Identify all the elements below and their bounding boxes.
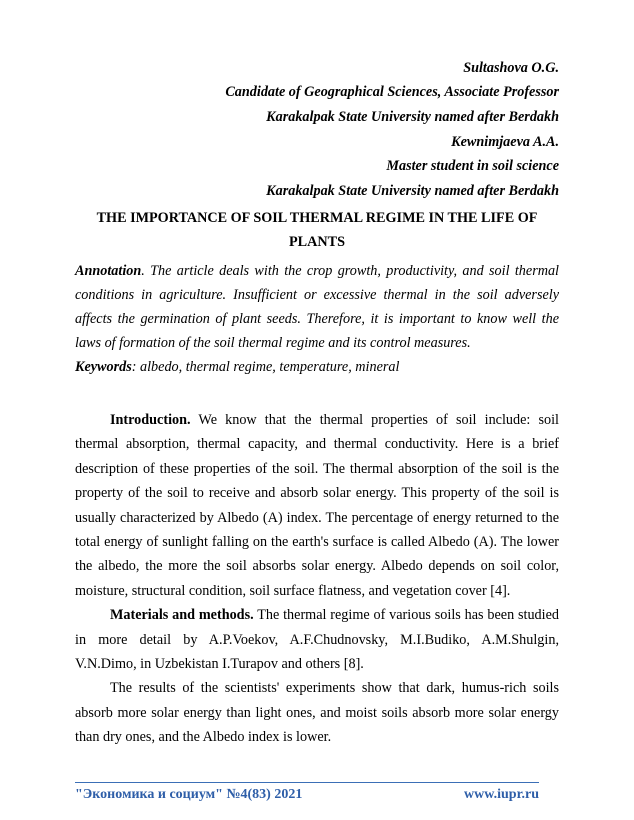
- article-title-line-2: PLANTS: [289, 234, 345, 250]
- author-2-affiliation: Karakalpak State University named after Berdakh: [266, 183, 559, 199]
- annotation-text: . The article deals with the crop growth, productivity, and soil thermal conditions in agriculture. Insufficient or excessive thermal in the soil adversely affects the germination of plant seeds. Therefore, it is important to know well the laws of formation of the soil thermal regime and its control measures.: [75, 263, 559, 351]
- methods-heading: Materials and methods.: [110, 607, 254, 624]
- keywords-label: Keywords: [75, 359, 132, 375]
- introduction-heading: Introduction.: [110, 412, 191, 428]
- footer-journal: "Экономика и социум" №4(83) 2021: [75, 787, 303, 802]
- article-body: [75, 408, 559, 750]
- author-1-affiliation: Karakalpak State University named after Berdakh: [266, 109, 559, 125]
- annotation: [75, 259, 559, 355]
- author-1-name: Sultashova O.G.: [463, 60, 559, 76]
- author-2-title: Master student in soil science: [386, 158, 559, 174]
- article-title-line-1: THE IMPORTANCE OF SOIL THERMAL REGIME IN THE LIFE OF: [96, 210, 538, 226]
- methods-paragraph: [75, 603, 559, 676]
- footer-rule: [75, 782, 539, 783]
- footer-website: www.iupr.ru: [464, 787, 539, 802]
- introduction-text: We know that the thermal properties of soil include: soil thermal absorption, thermal capacity, and thermal conductivity. Here is a brief description of these properties of the soil. The thermal absorption of the soil is the property of the soil to receive and absorb solar energy. This property of the soil is usually characterized by Albedo (A) index. The percentage of energy returned to the total energy of sunlight falling on the earth's surface is called Albedo (A). The lower the albedo, the more the soil absorbs solar energy. Albedo depends on soil color, moisture, structural condition, soil surface flatness, and vegetation cover [4].: [75, 412, 559, 599]
- methods-text: The thermal regime of various soils has been studied in more detail by A.P.Voekov, A.F.Chudnovsky, M.I.Budiko, A.M.Shulgin, V.N.Dimo, in Uzbekistan I.Turapov and others [8].: [75, 607, 559, 673]
- results-paragraph: The results of the scientists' experiments show that dark, humus-rich soils absorb more solar energy than light ones, and moist soils absorb more solar energy than dry ones, and the Albedo index is lower.: [75, 680, 559, 746]
- annotation-label: Annotation: [75, 263, 142, 279]
- keywords: [75, 355, 559, 379]
- introduction-paragraph: [75, 408, 559, 603]
- keywords-text: : albedo, thermal regime, temperature, mineral: [131, 359, 400, 375]
- author-1-title: Candidate of Geographical Sciences, Associate Professor: [225, 84, 559, 100]
- author-2-name: Kewnimjaeva A.A.: [451, 134, 559, 150]
